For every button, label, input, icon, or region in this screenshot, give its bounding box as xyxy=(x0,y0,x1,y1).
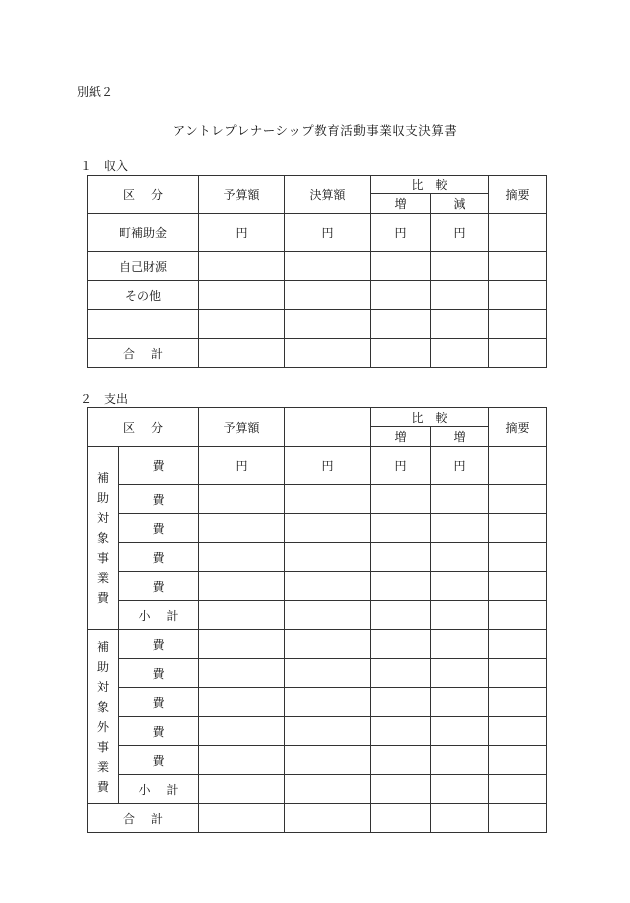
expense-item-label: 費 xyxy=(119,572,199,601)
expense-item-label: 費 xyxy=(119,485,199,514)
expense-item-row xyxy=(88,514,547,543)
income-total-row xyxy=(88,339,547,368)
expense-decrease-unit: 円 xyxy=(431,447,489,485)
income-header-comparison: 比 較 xyxy=(371,176,489,194)
expense-header-remarks: 摘要 xyxy=(489,408,547,447)
income-row xyxy=(88,214,547,252)
expense-item-row xyxy=(88,485,547,514)
income-header-remarks: 摘要 xyxy=(489,176,547,214)
income-header-increase: 増 xyxy=(371,194,431,214)
income-remarks-cell xyxy=(489,214,547,252)
expense-item-row xyxy=(88,630,547,659)
expense-header-settlement xyxy=(285,408,371,447)
income-row-label: 町補助金 xyxy=(88,214,199,252)
income-section-number: １ xyxy=(80,159,93,173)
income-table xyxy=(87,175,547,368)
income-decrease-unit: 円 xyxy=(431,214,489,252)
income-total-label: 合 計 xyxy=(88,339,199,368)
expense-item-row xyxy=(88,572,547,601)
expense-item-label: 費 xyxy=(119,447,199,485)
income-row xyxy=(88,281,547,310)
income-row xyxy=(88,310,547,339)
expense-header-increase: 増 xyxy=(371,427,431,447)
income-row xyxy=(88,252,547,281)
income-budget-unit: 円 xyxy=(199,214,285,252)
subsidized-subtotal-row xyxy=(88,601,547,630)
expense-item-row xyxy=(88,746,547,775)
expense-header-comparison: 比 較 xyxy=(371,408,489,427)
expense-header-budget: 予算額 xyxy=(199,408,285,447)
expense-total-label: 合 計 xyxy=(88,804,199,833)
expense-increase-unit: 円 xyxy=(371,447,431,485)
expense-budget-unit: 円 xyxy=(199,447,285,485)
expense-item-row xyxy=(88,717,547,746)
income-increase-unit: 円 xyxy=(371,214,431,252)
income-row-label: その他 xyxy=(88,281,199,310)
expense-section-heading xyxy=(80,390,128,407)
income-header-decrease: 減 xyxy=(431,194,489,214)
income-settlement-unit: 円 xyxy=(285,214,371,252)
subsidized-group-label: 補 助 対 象 事 業 費 xyxy=(88,447,119,630)
expense-item-label: 費 xyxy=(119,746,199,775)
non-subsidized-subtotal-label: 小 計 xyxy=(119,775,199,804)
document-title: アントレプレナーシップ教育活動事業収支決算書 xyxy=(172,123,458,138)
annex-label: 別紙２ xyxy=(77,85,114,99)
expense-section-number: ２ xyxy=(80,392,93,406)
income-header-row xyxy=(88,176,547,194)
expense-item-row xyxy=(88,447,547,485)
income-header-category: 区 分 xyxy=(88,176,199,214)
expense-item-row xyxy=(88,688,547,717)
expense-item-row xyxy=(88,659,547,688)
income-row-label: 自己財源 xyxy=(88,252,199,281)
expense-header-category: 区 分 xyxy=(88,408,199,447)
non-subsidized-subtotal-row xyxy=(88,775,547,804)
expense-item-label: 費 xyxy=(119,717,199,746)
expense-table xyxy=(87,407,547,833)
expense-item-label: 費 xyxy=(119,543,199,572)
expense-item-label: 費 xyxy=(119,659,199,688)
subsidized-subtotal-label: 小 計 xyxy=(119,601,199,630)
income-section-heading xyxy=(80,157,128,174)
income-header-budget: 予算額 xyxy=(199,176,285,214)
expense-section-title: 支出 xyxy=(104,392,129,406)
non-subsidized-group-label: 補 助 対 象 外 事 業 費 xyxy=(88,630,119,804)
expense-item-label: 費 xyxy=(119,514,199,543)
expense-header-decrease: 増 xyxy=(431,427,489,447)
expense-item-row xyxy=(88,543,547,572)
expense-header-row xyxy=(88,408,547,427)
income-row-label xyxy=(88,310,199,339)
expense-item-label: 費 xyxy=(119,688,199,717)
expense-total-row xyxy=(88,804,547,833)
income-header-settlement: 決算額 xyxy=(285,176,371,214)
income-section-title: 収入 xyxy=(104,159,129,173)
expense-item-label: 費 xyxy=(119,630,199,659)
expense-settlement-unit: 円 xyxy=(285,447,371,485)
